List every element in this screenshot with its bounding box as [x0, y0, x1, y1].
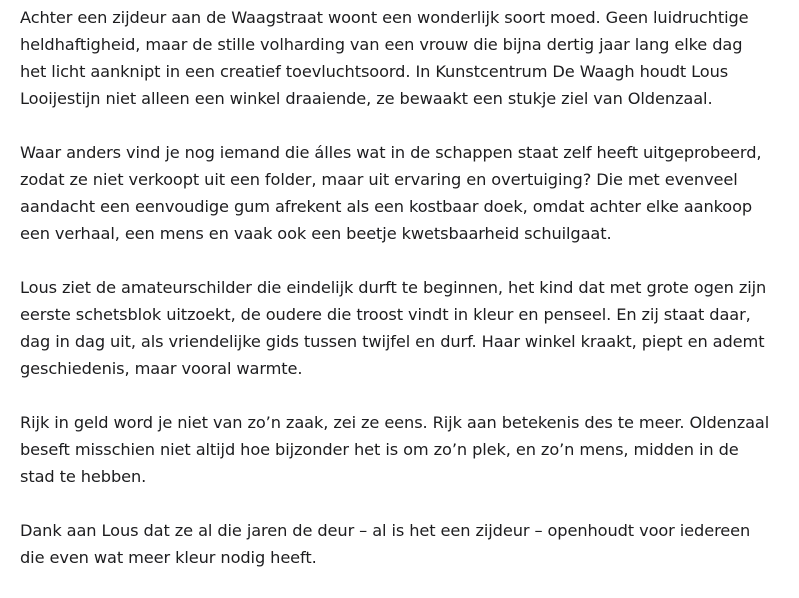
text-line: stad te hebben. — [20, 467, 147, 486]
text-line: Looijestijn niet alleen een winkel draaiende, ze bewaakt een stukje ziel van Oldenzaal. — [20, 89, 713, 108]
paragraph — [20, 4, 790, 112]
text-line: het licht aanknipt in een creatief toevluchtsoord. In Kunstcentrum De Waagh houdt Lous — [20, 62, 729, 81]
paragraph — [20, 274, 790, 382]
text-line: Lous ziet de amateurschilder die eindelijk durft te beginnen, het kind dat met grote ogen zijn — [20, 278, 767, 297]
article-body — [20, 4, 790, 598]
paragraph — [20, 517, 790, 571]
text-line: dag in dag uit, als vriendelijke gids tussen twijfel en durf. Haar winkel kraakt, piept en ademt — [20, 332, 765, 351]
text-line: Dank aan Lous dat ze al die jaren de deur – al is het een zijdeur – openhoudt voor iedereen — [20, 521, 751, 540]
text-line: Achter een zijdeur aan de Waagstraat woont een wonderlijk soort moed. Geen luidruchtige — [20, 8, 749, 27]
text-line: aandacht een eenvoudige gum afrekent als een kostbaar doek, omdat achter elke aankoop — [20, 197, 753, 216]
paragraph — [20, 409, 790, 490]
text-line: heldhaftigheid, maar de stille volharding van een vrouw die bijna dertig jaar lang elke dag — [20, 35, 743, 54]
text-line: een verhaal, een mens en vaak ook een beetje kwetsbaarheid schuilgaat. — [20, 224, 612, 243]
text-line: eerste schetsblok uitzoekt, de oudere die troost vindt in kleur en penseel. En zij staat daar, — [20, 305, 751, 324]
paragraph — [20, 139, 790, 247]
text-line: geschiedenis, maar vooral warmte. — [20, 359, 303, 378]
text-line: zodat ze niet verkoopt uit een folder, maar uit ervaring en overtuiging? Die met evenveel — [20, 170, 738, 189]
text-line: Waar anders vind je nog iemand die álles wat in de schappen staat zelf heeft uitgeprobeerd, — [20, 143, 762, 162]
text-line: beseft misschien niet altijd hoe bijzonder het is om zo’n plek, en zo’n mens, midden in de — [20, 440, 739, 459]
text-line: Rijk in geld word je niet van zo’n zaak, zei ze eens. Rijk aan betekenis des te meer. Oldenzaal — [20, 413, 770, 432]
text-line: die even wat meer kleur nodig heeft. — [20, 548, 317, 567]
